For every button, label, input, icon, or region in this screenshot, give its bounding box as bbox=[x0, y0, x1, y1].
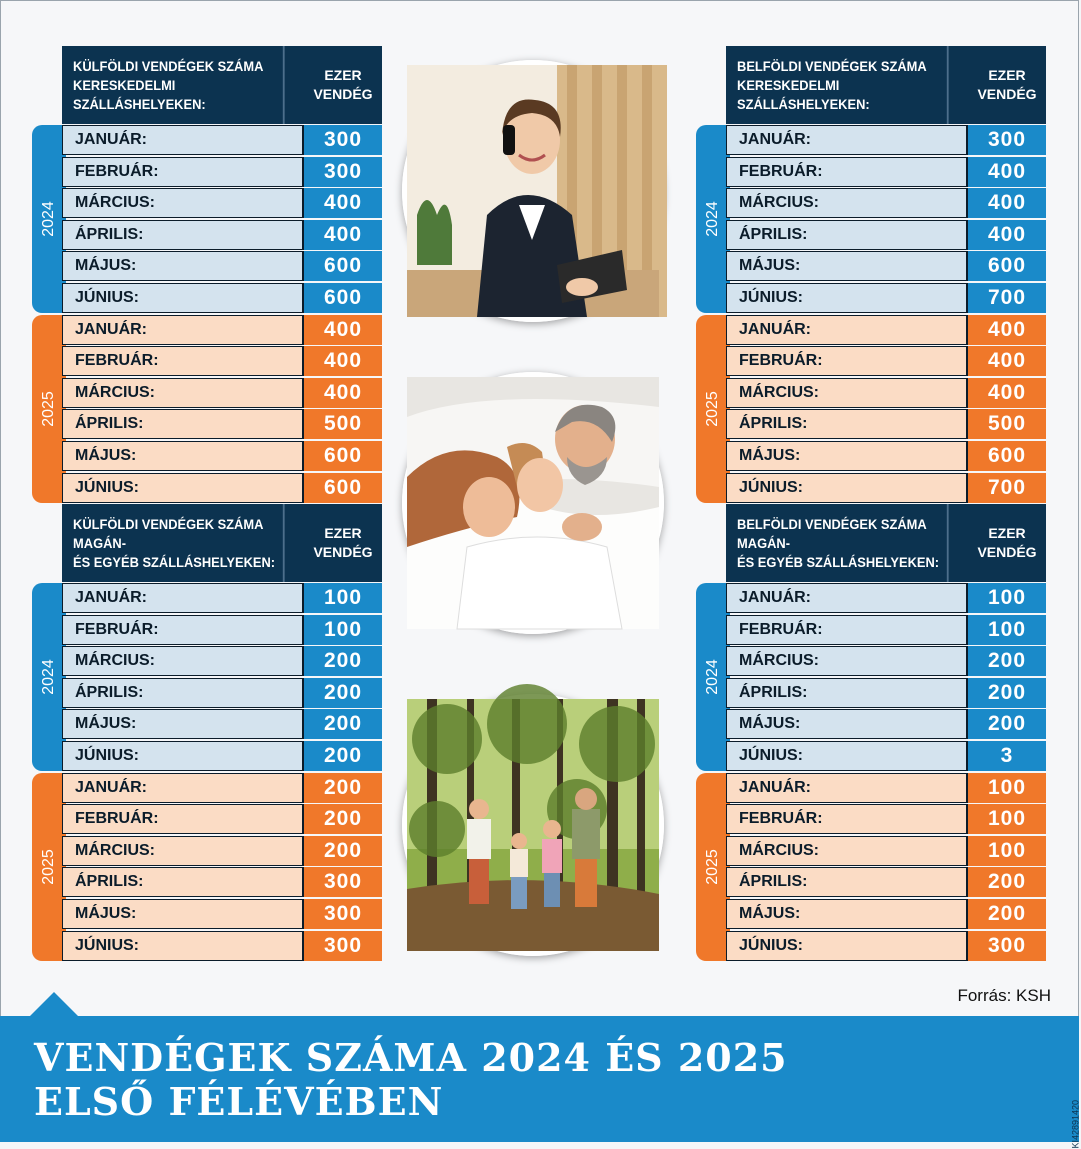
month-label: JANUÁR: bbox=[62, 773, 304, 803]
table-row bbox=[62, 804, 382, 834]
value-cell: 600 bbox=[304, 251, 382, 281]
value-cell: 400 bbox=[304, 346, 382, 376]
month-label: FEBRUÁR: bbox=[726, 157, 968, 187]
table-row bbox=[726, 346, 1046, 376]
table-title: KÜLFÖLDI VENDÉGEK SZÁMA MAGÁN- ÉS EGYÉB SZÁLLÁSHELYEKEN: bbox=[62, 504, 285, 582]
year-label: 2024 bbox=[40, 659, 57, 695]
table-row bbox=[726, 125, 1046, 155]
month-label: ÁPRILIS: bbox=[726, 867, 968, 897]
table-row bbox=[726, 773, 1046, 803]
table-row bbox=[726, 709, 1046, 739]
table-rows bbox=[726, 583, 1046, 962]
table-header bbox=[62, 504, 382, 582]
table-row bbox=[62, 378, 382, 408]
month-label: FEBRUÁR: bbox=[62, 346, 304, 376]
year-tab-2024 bbox=[32, 125, 66, 313]
month-label: FEBRUÁR: bbox=[62, 157, 304, 187]
value-cell: 700 bbox=[968, 283, 1046, 313]
month-label: MÁRCIUS: bbox=[726, 836, 968, 866]
table-row bbox=[726, 867, 1046, 897]
image-code: KI42891420 bbox=[1071, 1100, 1081, 1149]
value-cell: 400 bbox=[968, 157, 1046, 187]
table-row bbox=[726, 931, 1046, 961]
table-row bbox=[62, 315, 382, 345]
month-label: FEBRUÁR: bbox=[726, 804, 968, 834]
table-row bbox=[726, 220, 1046, 250]
month-label: MÁJUS: bbox=[62, 441, 304, 471]
table-row bbox=[726, 441, 1046, 471]
value-cell: 200 bbox=[304, 646, 382, 676]
table-row bbox=[62, 646, 382, 676]
month-label: MÁRCIUS: bbox=[726, 188, 968, 218]
value-cell: 3 bbox=[968, 741, 1046, 771]
table-row bbox=[62, 251, 382, 281]
month-label: JANUÁR: bbox=[726, 315, 968, 345]
table-row bbox=[726, 741, 1046, 771]
month-label: JÚNIUS: bbox=[62, 283, 304, 313]
month-label: MÁRCIUS: bbox=[726, 646, 968, 676]
value-cell: 100 bbox=[968, 836, 1046, 866]
value-cell: 200 bbox=[304, 804, 382, 834]
value-cell: 600 bbox=[968, 441, 1046, 471]
year-tab-2024 bbox=[32, 583, 66, 771]
table-row bbox=[726, 678, 1046, 708]
value-cell: 300 bbox=[304, 931, 382, 961]
table-row bbox=[62, 931, 382, 961]
month-label: MÁRCIUS: bbox=[62, 646, 304, 676]
table-row bbox=[62, 836, 382, 866]
table-row bbox=[726, 251, 1046, 281]
table-row bbox=[726, 473, 1046, 503]
table-row bbox=[726, 157, 1046, 187]
month-label: MÁJUS: bbox=[62, 251, 304, 281]
headline-band-notch bbox=[30, 992, 78, 1016]
month-label: JANUÁR: bbox=[62, 315, 304, 345]
year-label: 2024 bbox=[704, 659, 721, 695]
year-tab-2024 bbox=[696, 583, 730, 771]
month-label: MÁRCIUS: bbox=[62, 188, 304, 218]
month-label: JANUÁR: bbox=[62, 583, 304, 613]
table-row bbox=[62, 615, 382, 645]
month-label: ÁPRILIS: bbox=[726, 409, 968, 439]
table-row bbox=[62, 473, 382, 503]
month-label: ÁPRILIS: bbox=[726, 220, 968, 250]
value-cell: 400 bbox=[304, 220, 382, 250]
value-cell: 200 bbox=[304, 678, 382, 708]
table-domestic-commercial bbox=[696, 46, 1048, 504]
table-row bbox=[62, 678, 382, 708]
value-cell: 400 bbox=[304, 315, 382, 345]
table-rows bbox=[62, 125, 382, 504]
year-tab-2024 bbox=[696, 125, 730, 313]
month-label: JANUÁR: bbox=[726, 125, 968, 155]
month-label: JÚNIUS: bbox=[726, 741, 968, 771]
table-unit: EZER VENDÉG bbox=[977, 525, 1037, 560]
table-row bbox=[62, 188, 382, 218]
year-label: 2025 bbox=[40, 390, 57, 427]
table-header bbox=[726, 504, 1046, 582]
month-label: JÚNIUS: bbox=[62, 931, 304, 961]
month-label: MÁJUS: bbox=[726, 709, 968, 739]
month-label: MÁJUS: bbox=[726, 251, 968, 281]
month-label: MÁJUS: bbox=[62, 899, 304, 929]
table-row bbox=[726, 378, 1046, 408]
value-cell: 700 bbox=[968, 473, 1046, 503]
family-forest-walk-photo bbox=[402, 694, 664, 956]
value-cell: 100 bbox=[968, 773, 1046, 803]
value-cell: 200 bbox=[968, 709, 1046, 739]
value-cell: 600 bbox=[968, 251, 1046, 281]
year-label: 2025 bbox=[704, 848, 721, 885]
month-label: MÁRCIUS: bbox=[726, 378, 968, 408]
month-label: MÁJUS: bbox=[62, 709, 304, 739]
month-label: JÚNIUS: bbox=[726, 931, 968, 961]
value-cell: 100 bbox=[304, 615, 382, 645]
value-cell: 300 bbox=[968, 125, 1046, 155]
month-label: FEBRUÁR: bbox=[62, 804, 304, 834]
value-cell: 200 bbox=[304, 741, 382, 771]
table-row bbox=[62, 220, 382, 250]
month-label: MÁRCIUS: bbox=[62, 836, 304, 866]
table-title: BELFÖLDI VENDÉGEK SZÁMA KERESKEDELMI SZÁLLÁSHELYEKEN: bbox=[726, 46, 949, 124]
table-row bbox=[726, 409, 1046, 439]
table-header bbox=[62, 46, 382, 124]
value-cell: 300 bbox=[968, 931, 1046, 961]
table-row bbox=[726, 646, 1046, 676]
year-label: 2024 bbox=[40, 201, 57, 237]
value-cell: 600 bbox=[304, 473, 382, 503]
value-cell: 300 bbox=[304, 867, 382, 897]
table-row bbox=[726, 583, 1046, 613]
table-unit: EZER VENDÉG bbox=[977, 67, 1037, 102]
table-row bbox=[62, 899, 382, 929]
table-row bbox=[62, 867, 382, 897]
month-label: ÁPRILIS: bbox=[62, 220, 304, 250]
month-label: JÚNIUS: bbox=[62, 741, 304, 771]
headline-title: VENDÉGEK SZÁMA 2024 ÉS 2025 ELSŐ FÉLÉVÉBEN bbox=[34, 1035, 788, 1124]
value-cell: 400 bbox=[968, 315, 1046, 345]
table-title: BELFÖLDI VENDÉGEK SZÁMA MAGÁN- ÉS EGYÉB SZÁLLÁSHELYEKEN: bbox=[726, 504, 949, 582]
table-row bbox=[726, 188, 1046, 218]
value-cell: 600 bbox=[304, 283, 382, 313]
table-row bbox=[62, 283, 382, 313]
month-label: JANUÁR: bbox=[62, 125, 304, 155]
table-domestic-private bbox=[696, 504, 1048, 962]
table-row bbox=[726, 899, 1046, 929]
value-cell: 200 bbox=[304, 709, 382, 739]
value-cell: 300 bbox=[304, 157, 382, 187]
month-label: MÁJUS: bbox=[726, 899, 968, 929]
year-tab-2025 bbox=[696, 315, 730, 503]
table-row bbox=[62, 409, 382, 439]
month-label: ÁPRILIS: bbox=[62, 678, 304, 708]
value-cell: 200 bbox=[304, 773, 382, 803]
value-cell: 200 bbox=[968, 899, 1046, 929]
value-cell: 400 bbox=[968, 188, 1046, 218]
month-label: ÁPRILIS: bbox=[726, 678, 968, 708]
table-row bbox=[62, 583, 382, 613]
month-label: JANUÁR: bbox=[726, 773, 968, 803]
month-label: FEBRUÁR: bbox=[726, 346, 968, 376]
table-rows bbox=[62, 583, 382, 962]
table-row bbox=[62, 773, 382, 803]
table-foreign-commercial bbox=[32, 46, 384, 504]
table-row bbox=[62, 125, 382, 155]
month-label: JÚNIUS: bbox=[726, 283, 968, 313]
table-header bbox=[726, 46, 1046, 124]
value-cell: 200 bbox=[968, 678, 1046, 708]
hotel-receptionist-photo bbox=[402, 60, 664, 322]
value-cell: 200 bbox=[304, 836, 382, 866]
year-tab-2025 bbox=[32, 773, 66, 961]
source-label: Forrás: KSH bbox=[957, 986, 1051, 1005]
value-cell: 400 bbox=[304, 188, 382, 218]
value-cell: 600 bbox=[304, 441, 382, 471]
table-row bbox=[726, 283, 1046, 313]
table-row bbox=[726, 315, 1046, 345]
month-label: MÁJUS: bbox=[726, 441, 968, 471]
value-cell: 300 bbox=[304, 125, 382, 155]
year-tab-2025 bbox=[32, 315, 66, 503]
table-row bbox=[726, 615, 1046, 645]
table-row bbox=[62, 441, 382, 471]
table-row bbox=[62, 709, 382, 739]
value-cell: 400 bbox=[968, 378, 1046, 408]
year-label: 2025 bbox=[704, 390, 721, 427]
table-row bbox=[62, 741, 382, 771]
month-label: JANUÁR: bbox=[726, 583, 968, 613]
family-in-bed-photo bbox=[402, 372, 664, 634]
value-cell: 100 bbox=[968, 804, 1046, 834]
table-row bbox=[62, 157, 382, 187]
month-label: JÚNIUS: bbox=[62, 473, 304, 503]
value-cell: 500 bbox=[968, 409, 1046, 439]
month-label: FEBRUÁR: bbox=[726, 615, 968, 645]
value-cell: 100 bbox=[968, 615, 1046, 645]
year-tab-2025 bbox=[696, 773, 730, 961]
value-cell: 200 bbox=[968, 646, 1046, 676]
month-label: ÁPRILIS: bbox=[62, 867, 304, 897]
table-unit: EZER VENDÉG bbox=[313, 525, 373, 560]
value-cell: 200 bbox=[968, 867, 1046, 897]
month-label: ÁPRILIS: bbox=[62, 409, 304, 439]
table-row bbox=[726, 836, 1046, 866]
year-label: 2024 bbox=[704, 201, 721, 237]
table-title: KÜLFÖLDI VENDÉGEK SZÁMA KERESKEDELMI SZÁLLÁSHELYEKEN: bbox=[62, 46, 285, 124]
value-cell: 100 bbox=[968, 583, 1046, 613]
table-rows bbox=[726, 125, 1046, 504]
table-row bbox=[726, 804, 1046, 834]
value-cell: 400 bbox=[968, 346, 1046, 376]
value-cell: 400 bbox=[968, 220, 1046, 250]
month-label: FEBRUÁR: bbox=[62, 615, 304, 645]
value-cell: 100 bbox=[304, 583, 382, 613]
value-cell: 300 bbox=[304, 899, 382, 929]
table-unit: EZER VENDÉG bbox=[313, 67, 373, 102]
year-label: 2025 bbox=[40, 848, 57, 885]
month-label: MÁRCIUS: bbox=[62, 378, 304, 408]
month-label: JÚNIUS: bbox=[726, 473, 968, 503]
value-cell: 400 bbox=[304, 378, 382, 408]
table-row bbox=[62, 346, 382, 376]
value-cell: 500 bbox=[304, 409, 382, 439]
table-foreign-private bbox=[32, 504, 384, 962]
